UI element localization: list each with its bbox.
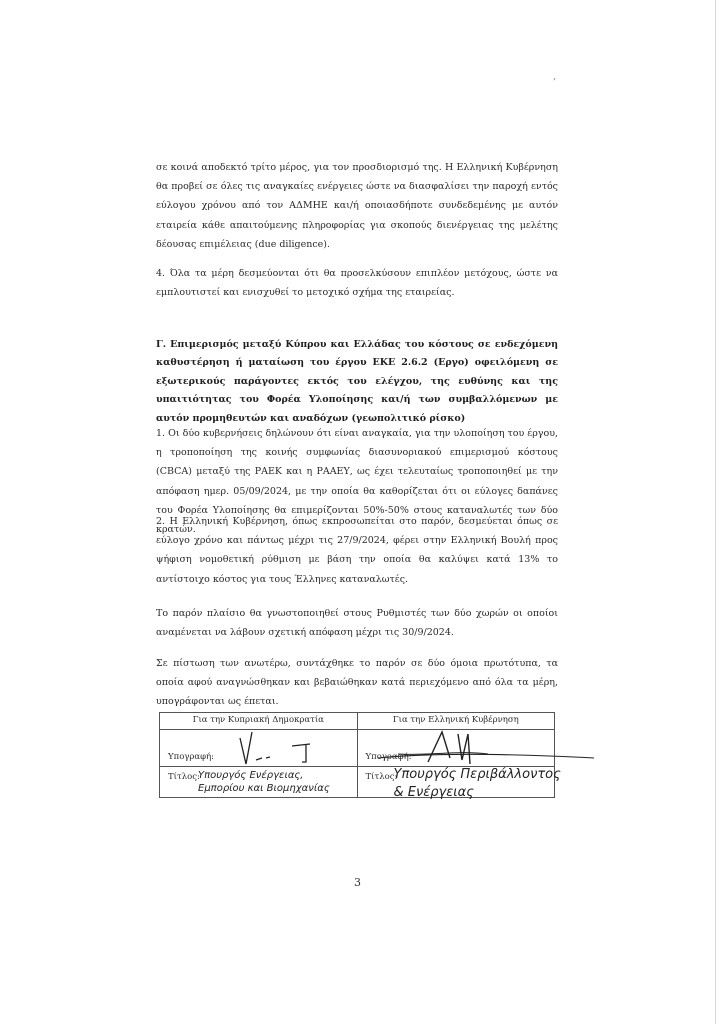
page-edge <box>715 0 716 1024</box>
title-handwritten-cyprus: Υπουργός Ενέργειας, Εμπορίου και Βιομηχανίας <box>198 770 330 794</box>
signature-cyprus <box>226 724 336 768</box>
paragraph-closing: Σε πίστωση των ανωτέρω, συντάχθηκε το παρόν σε δύο όμοια πρωτότυπα, τα οποία αφού αναγνώσθηκαν και βεβαιώθηκαν κατά περιεχόμενο από όλα τα μέρη, υπογράφονται ως έπεται. <box>156 658 558 708</box>
title-handwritten-greece: Υπουργός Περιβάλλοντος & Ενέργειας <box>393 767 561 800</box>
signature-table <box>159 712 561 800</box>
signature-label-greece: Υπογραφή: <box>365 752 412 762</box>
paragraph-notification: Το παρόν πλαίσιο θα γνωστοποιηθεί στους Ρυθμιστές των δύο χωρών οι οποίοι αναμένεται να λάβουν σχετική απόφαση μέχρι τις 30/9/2024. <box>156 608 558 639</box>
signature-header-cyprus: Για την Κυπριακή Δημοκρατία <box>160 713 358 730</box>
title-label-cyprus: Τίτλος: <box>168 772 200 782</box>
section-heading-g: Γ. Επιμερισμός μεταξύ Κύπρου και Ελλάδας του κόστους σε ενδεχόμενη καθυστέρηση ή ματαίωση του έργου ΕΚΕ 2.6.2 (Εργο) οφειλόμενη σε εξωτερικούς παράγοντες εκτός του ελέγχου, της ευθύνης και της υπαιτιότητας του Φορέα Υλοποίησης και/ή των συμβαλλόμενων με αυτόν προμηθευτών και αναδόχων (γεωπολιτικό ρίσκο) <box>156 339 558 424</box>
signature-label-cyprus: Υπογραφή: <box>168 752 215 762</box>
page-number: 3 <box>354 876 361 889</box>
title-label-greece: Τίτλος: <box>365 772 398 782</box>
paragraph-continuation: σε κοινά αποδεκτό τρίτο μέρος, για τον προσδιορισμό της. Η Ελληνική Κυβέρνηση θα προβεί σε όλες τις αναγκαίες ενέργειες ώστε να διασφαλίσει την παροχή εντός εύλογου χρόνου από τον ΑΔΜΗΕ και/ή οποιασδήποτε συνδεδεμένης με αυτόν εταιρεία κάθε απαιτούμενης πληροφορίας για σκοπούς διενέργειας της μελέτης δέουσας επιμέλειας (due diligence). <box>156 162 558 250</box>
signature-header-greece: Για την Ελληνική Κυβέρνηση <box>357 713 555 730</box>
paragraph-point-1: 1. Οι δύο κυβερνήσεις δηλώνουν ότι είναι αναγκαία, για την υλοποίηση του έργου, η τροποποίηση της κοινής συμφωνίας διασυνοριακού επιμερισμού κόστους (CBCA) μεταξύ της ΡΑΕΚ και η ΡΑΑΕΥ, ως έχει τελευταίως τροποποιηθεί με την απόφαση ημερ. 05/09/2024, με την οποία θα καθορίζεται ότι οι εύλογες δαπάνες του Φορέα Υλοποίησης θα επιμερίζονται 50%-50% στους καταναλωτές των δύο κρατών. <box>156 428 559 536</box>
paragraph-point-2: 2. Η Ελληνική Κυβέρνηση, όπως εκπροσωπείται στο παρόν, δεσμεύεται όπως σε εύλογο χρόνο και πάντως μέχρι τις 27/9/2024, φέρει στην Ελληνική Βουλή προς ψήφιση νομοθετική ρύθμιση με βάση την οποία θα καλύψει κατά 13% το αντίστοιχο κόστος για τους Έλληνες καταναλωτές. <box>156 516 558 585</box>
signature-greece <box>358 724 598 768</box>
page-mark: ’ <box>553 78 556 88</box>
paragraph-point-4: 4. Όλα τα μέρη δεσμεύονται ότι θα προσελκύσουν επιπλέον μετόχους, ώστε να εμπλουτιστεί και ενισχυθεί το μετοχικό σχήμα της εταιρείας. <box>156 268 558 299</box>
